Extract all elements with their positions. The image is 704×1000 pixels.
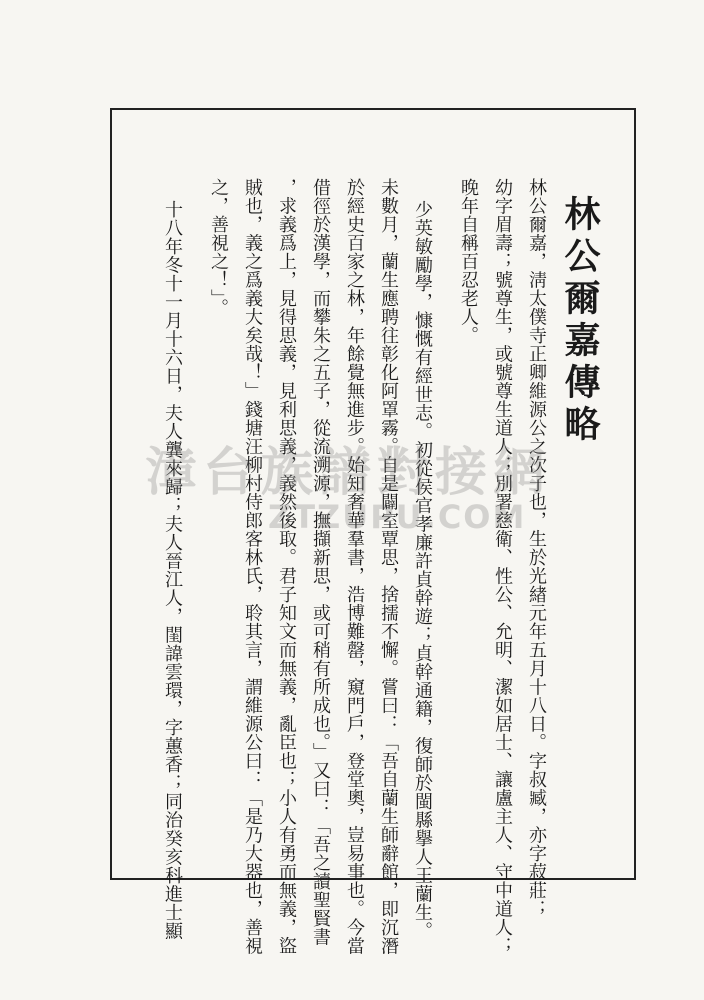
text-column-1: 林公爾嘉，淸太僕寺正卿維源公之次子也，生於光緖元年五月十八日。字叔臧，亦字菽莊； bbox=[526, 178, 547, 918]
watermark-url: ZTZUPU.COM bbox=[268, 498, 527, 536]
text-column-6: 於經史百家之林，年餘覺無進步。始知奢華羣書，浩博難罄，窺門戶，登堂奧，豈易事也。今當 bbox=[344, 178, 365, 955]
text-column-11: 十八年冬十一月十六日，夫人龔來歸；夫人晉江人，閨諱雲環，字蕙香；同治癸亥科進士顯 bbox=[162, 200, 183, 940]
text-column-3: 晚年自稱百忍老人。 bbox=[458, 178, 479, 345]
text-column-8: ，求義爲上，見得思義，見利思義，義然後取。君子知文而無義，亂臣也；小人有勇而無義，盜 bbox=[276, 178, 297, 955]
text-column-10: 之，善視之！」。 bbox=[208, 178, 229, 317]
watermark-text: 漳台族譜對接網 bbox=[145, 443, 552, 503]
text-column-9: 賊也，義之爲義大矣哉！」錢塘汪柳村侍郎客林氏，聆其言，謂維源公曰：「是乃大器也，善視 bbox=[242, 178, 263, 955]
text-column-7: 借徑於漢學，而攀朱之五子，從流溯源，撫擷新思，或可稍有所成也。」又曰：「吾之讀聖賢書 bbox=[310, 178, 331, 946]
text-column-4: 少英敏勵學，慷慨有經世志。初從侯官孝廉許貞幹遊；貞幹通籍，復師於閩縣擧人王蘭生。 bbox=[412, 200, 433, 940]
text-column-5: 未數月，蘭生應聘往彰化阿罩霧。自是闢室覃思，捨擩不懈。嘗曰：「吾自蘭生師辭館，即沉潛 bbox=[378, 178, 399, 955]
text-column-2: 幼字眉壽；號尊生，或號尊生道人；別署慈衛、性公、允明、潔如居士、讓盧主人、守中道人； bbox=[492, 178, 513, 955]
document-title: 林公爾嘉傳略 bbox=[559, 195, 601, 447]
